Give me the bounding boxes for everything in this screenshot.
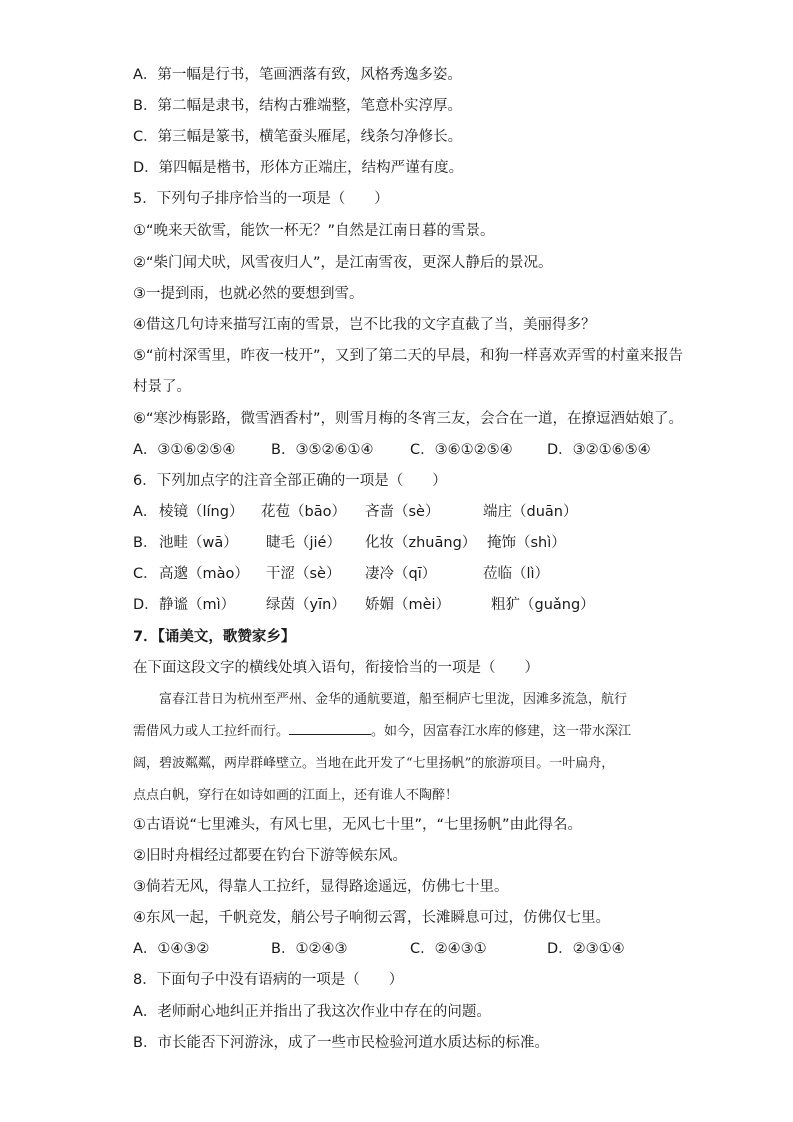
q4-option-d: D．第四幅是楷书，形体方正端庄，结构严谨有度。 <box>133 160 464 176</box>
q7-sentence-3: ③倘若无风，得靠人工拉纤，显得路途遥远，仿佛七十里。 <box>133 879 509 895</box>
q7-option-a: A．①④③② <box>133 941 210 957</box>
passage-text: 需借风力或人工拉纤而行。 <box>133 724 290 739</box>
q6-word: 棱镜（líng） <box>159 504 244 520</box>
q5-sentence-6: ⑥“寒沙梅影路，微雪酒香村”，则雪月梅的冬宵三友，会合在一道，在撩逗酒姑娘了。 <box>133 411 684 427</box>
passage-line: 点点白帆，穿行在如诗如画的江面上，还有谁人不陶醉！ <box>133 788 459 803</box>
q5-sentence-1: ①“晚来天欲雪，能饮一杯无？”自然是江南日暮的雪景。 <box>133 223 495 239</box>
q7-title: 7．【诵美文，歌赞家乡】 <box>133 629 296 645</box>
passage-line: 阔，碧波粼粼，两岸群峰壁立。当地在此开发了“七里扬帆”的旅游项目。一叶扁舟， <box>133 756 615 771</box>
q5-sentence-2: ②“柴门闻犬吠，风雪夜归人”，是江南雪夜，更深人静后的景况。 <box>133 255 553 271</box>
q6-word: 静谧（mì） <box>159 597 236 613</box>
q6-word: 睫毛（jié） <box>266 535 341 551</box>
q6-word: 莅临（lì） <box>483 566 550 582</box>
passage-line <box>133 722 631 742</box>
q6-row-label: C． <box>133 566 158 582</box>
q4-option-c: C．第三幅是篆书，横笔蚕头雁尾，线条匀净修长。 <box>133 129 463 145</box>
q6-stem: 6．下列加点字的注音全部正确的一项是（ ） <box>133 473 447 489</box>
q6-word: 吝啬（sè） <box>365 504 440 520</box>
q5-option-c: C．③⑥①②⑤④ <box>410 442 513 458</box>
passage-text: 。如今，因富春江水库的修建，这一带水深江 <box>371 724 632 739</box>
q6-row-label: B． <box>133 535 158 551</box>
q6-word: 掩饰（shì） <box>487 535 566 551</box>
q5-option-d: D．③②①⑥⑤④ <box>547 442 651 458</box>
q5-sentence-3: ③一提到雨，也就必然的要想到雪。 <box>133 286 364 302</box>
q6-word: 花苞（bāo） <box>261 504 346 520</box>
q7-option-b: B．①②④③ <box>271 941 348 957</box>
q5-option-b: B．③⑤②⑥①④ <box>271 442 374 458</box>
q6-word: 粗犷（guǎng） <box>491 597 595 613</box>
q6-word: 池畦（wā） <box>159 535 238 551</box>
q7-option-c: C．②④③① <box>410 941 487 957</box>
fill-in-blank <box>289 722 371 735</box>
q7-sentence-1: ①古语说“七里滩头，有风七里，无风七十里”，“七里扬帆”由此得名。 <box>133 817 583 833</box>
q6-word: 绿茵（yīn） <box>266 597 346 613</box>
q5-sentence-5: ⑤“前村深雪里，昨夜一枝开”，又到了第二天的早晨，和狗一样喜欢弄雪的村童来报告 <box>133 348 684 364</box>
q8-option-b: B．市长能否下河游泳，成了一些市民检验河道水质达标的标准。 <box>133 1035 549 1051</box>
q8-option-a: A．老师耐心地纠正并指出了我这次作业中存在的问题。 <box>133 1004 491 1020</box>
q5-sentence-4: ④借这几句诗来描写江南的雪景，岂不比我的文字直截了当，美丽得多？ <box>133 317 596 333</box>
q6-word: 端庄（duān） <box>483 504 578 520</box>
q7-sentence-4: ④东风一起，千帆竞发，艄公号子响彻云霄，长滩瞬息可过，仿佛仅七里。 <box>133 910 610 926</box>
q6-word: 高邈（mào） <box>159 566 249 582</box>
q6-word: 干涩（sè） <box>266 566 341 582</box>
q6-word: 化妆（zhuāng） <box>365 535 477 551</box>
q4-option-b: B．第二幅是隶书，结构古雅端整，笔意朴实淳厚。 <box>133 98 462 114</box>
q7-stem: 在下面这段文字的横线处填入语句，衔接恰当的一项是（ ） <box>133 660 539 676</box>
q4-option-a: A．第一幅是行书，笔画洒落有致，风格秀逸多姿。 <box>133 67 462 83</box>
q6-word: 凄冷（qī） <box>365 566 437 582</box>
q6-row-label: D． <box>133 597 159 613</box>
q5-option-a: A．③①⑥②⑤④ <box>133 442 236 458</box>
q7-option-d: D．②③①④ <box>547 941 625 957</box>
q8-stem: 8．下面句子中没有语病的一项是（ ） <box>133 972 404 988</box>
q7-sentence-2: ②旧时舟楫经过都要在钓台下游等候东风。 <box>133 848 407 864</box>
q5-sentence-5-cont: 村景了。 <box>133 379 191 395</box>
q5-stem: 5．下列句子排序恰当的一项是（ ） <box>133 191 389 207</box>
passage-line: 富春江昔日为杭州至严州、金华的通航要道，船至桐庐七里泷，因滩多流急，航行 <box>159 692 628 707</box>
q7-passage <box>133 690 659 810</box>
q6-word: 娇媚（mèi） <box>365 597 451 613</box>
q6-row-label: A． <box>133 504 158 520</box>
